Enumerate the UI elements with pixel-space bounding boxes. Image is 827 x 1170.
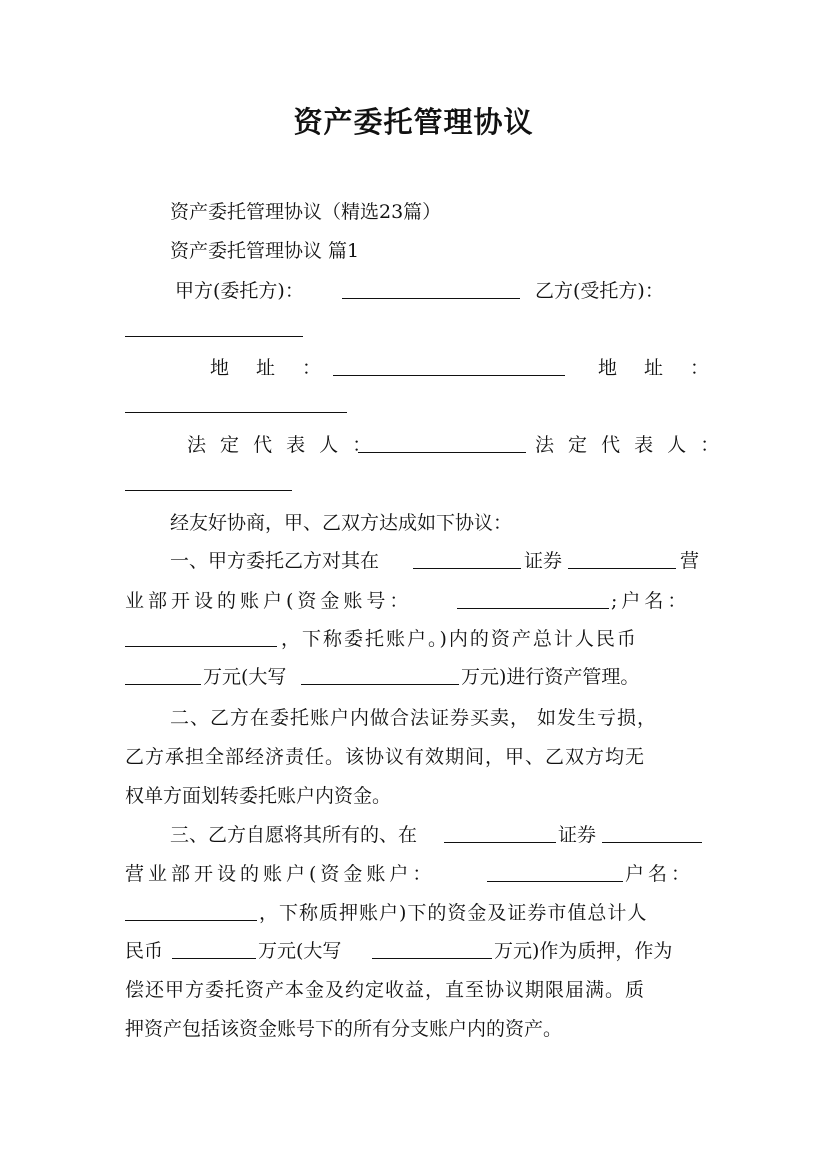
clause1-line4-a: 万元(大写 [203, 666, 287, 688]
legal-rep-a-blank [358, 434, 526, 453]
clause1-amount-words-blank [301, 666, 459, 685]
address-b-blank [125, 394, 347, 413]
clause3-line1-a: 三、乙方自愿将其所有的、在 [170, 824, 418, 846]
party-b-label: 乙方(受托方)： [535, 280, 664, 302]
clause1-branch-blank [568, 550, 676, 569]
legal-rep-label-b: 法 定 代 表 人 ： [535, 434, 724, 456]
clause2-line2: 乙方承担全部经济责任。该协议有效期间，甲、乙双方均无 [125, 746, 646, 768]
clause1-holder-blank [125, 628, 277, 647]
clause3-line6: 押资产包括该资金账号下的所有分支账户内的资产。 [125, 1018, 563, 1040]
clause3-branch-blank [602, 824, 702, 843]
clause2-line3: 权单方面划转委托账户内资金。 [125, 785, 392, 807]
clause1-securities-blank [413, 550, 521, 569]
legal-rep-label-a: 法 定 代 表 人 ： [187, 434, 376, 456]
intro-paragraph: 经友好协商，甲、乙双方达成如下协议： [170, 512, 513, 534]
clause3-amount-words-blank [372, 940, 492, 959]
clause3-line2-a: 营业部开设的账户(资金账户： [125, 863, 436, 885]
address-a-blank [333, 357, 565, 376]
clause1-line1-a: 一、甲方委托乙方对其在 [170, 550, 380, 572]
clause1-line3-a: ，下称委托账户。)内的资产总计人民币 [281, 628, 638, 650]
document-title: 资产委托管理协议 [293, 105, 534, 139]
clause3-line4-a: 民币 [125, 940, 164, 962]
clause1-amount-blank [125, 666, 201, 685]
legal-rep-b-blank [125, 472, 292, 491]
clause1-account-blank [457, 590, 609, 609]
clause3-line2-b: 户名： [625, 863, 695, 885]
party-a-label: 甲方(委托方)： [175, 280, 304, 302]
clause3-holder-blank [125, 902, 257, 921]
clause3-line4-b: 万元(大写 [258, 940, 342, 962]
address-label-b: 地 址 ： [598, 357, 714, 379]
party-a-blank [342, 280, 520, 299]
clause3-account-blank [487, 863, 623, 882]
clause1-line4-b: 万元)进行资产管理。 [461, 666, 640, 688]
section-heading: 资产委托管理协议 篇1 [170, 240, 360, 262]
subtitle: 资产委托管理协议（精选23篇） [170, 201, 442, 223]
clause3-line1-b: 证券 [558, 824, 597, 846]
address-label-a: 地 址 ： [210, 357, 326, 379]
clause3-line4-c: 万元)作为质押，作为 [494, 940, 673, 962]
clause3-line3-a: ，下称质押账户)下的资金及证券市值总计人 [259, 902, 648, 924]
clause3-amount-blank [172, 940, 256, 959]
clause1-line2-b: ;户名： [611, 590, 691, 612]
clause1-line1-b: 证券 [524, 550, 563, 572]
clause1-line1-c: 营 [680, 550, 700, 572]
party-b-blank [125, 318, 303, 337]
clause1-line2-a: 业部开设的账户(资金账号： [125, 590, 413, 612]
clause2-line1: 二、乙方在委托账户内做合法证券买卖， 如发生亏损， [170, 707, 658, 729]
clause3-securities-blank [444, 824, 556, 843]
clause3-line5: 偿还甲方委托资产本金及约定收益，直至协议期限届满。质 [125, 979, 646, 1001]
